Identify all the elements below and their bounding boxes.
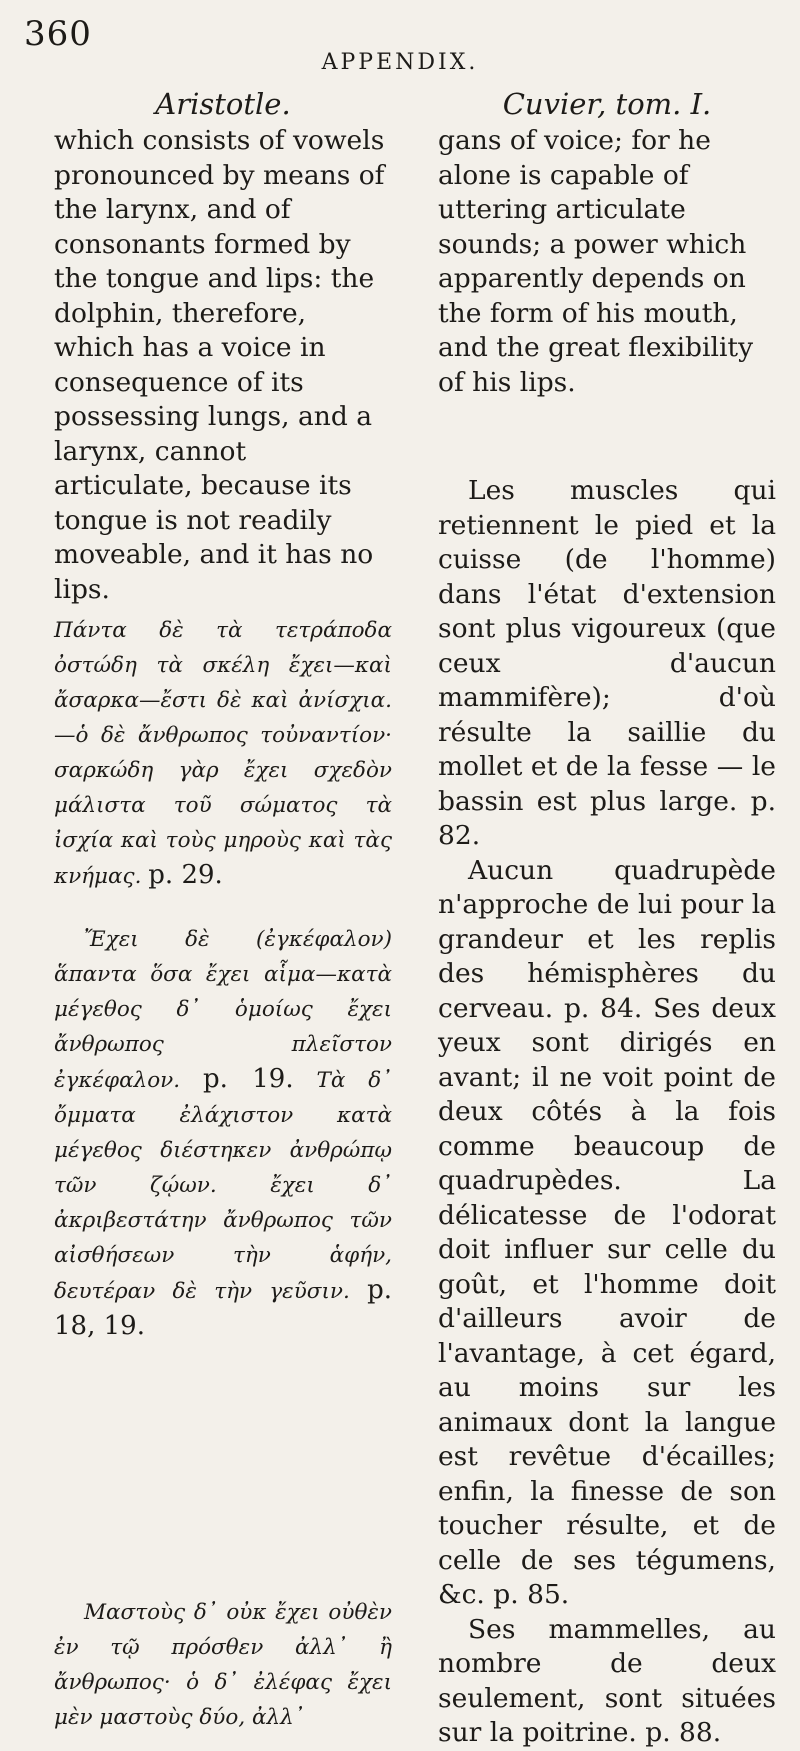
aristotle-english-passage: which consists of vowels pronounced by means of the larynx, and of consonants formed by the tongue and lips: the dolphin, therefore, which has a voice in consequence of its possessing lungs, and a larynx, cannot articulate, because its tongue is not readily moveable, and it has no lips. bbox=[54, 125, 385, 605]
left-column bbox=[54, 86, 392, 1735]
greek-passage-eyes-text: Τὰ δ᾽ ὄμματα ἐλάχιστον κατὰ μέγεθος διέστηκεν ἀνθρώπῳ τῶν ζῴων. ἔχει δ᾽ ἀκριβεστάτην ἄνθρωπος τῶν αἰσθήσεων τὴν ἁφήν, δευτέραν δὲ τὴν γεῦσιν. bbox=[54, 1068, 392, 1304]
greek-passage-legs bbox=[54, 613, 392, 894]
greek-passage-eyes-ref: p. 18, 19. bbox=[54, 1275, 392, 1341]
page-number: 360 bbox=[24, 14, 92, 54]
greek-passage-breasts: Μαστοὺς δ᾽ οὐκ ἔχει οὐθὲν ἐν τῷ πρόσθεν ἀλλ᾽ ἢ ἄνθρωπος· ὁ δ᾽ ἐλέφας ἔχει μὲν μαστοὺς δύο, ἀλλ᾽ bbox=[54, 1600, 392, 1730]
greek-passage-legs-text: Πάντα δὲ τὰ τετράποδα ὀστώδη τὰ σκέλη ἔχει—καὶ ἄσαρκα—ἔστι δὲ καὶ ἀνίσχια.—ὁ δὲ ἄνθρωπος τοὐναντίον· σαρκώδη γὰρ ἔχει σχεδὸν μάλιστα τοῦ σώματος τὰ ἰσχία καὶ τοὺς μηροὺς καὶ τὰς κνήμας. bbox=[54, 618, 392, 889]
french-passage-muscles: Les muscles qui retiennent le pied et la cuisse (de l'homme) dans l'état d'extension sont plus vigoureux (que ceux d'aucun mammifère); d'où résulte la saillie du mollet et de la fesse — le bassin est plus large. p. 82. bbox=[438, 475, 776, 851]
right-column bbox=[438, 86, 776, 1751]
french-passage-breasts: Ses mammelles, au nombre de deux seulement, sont situées sur la poitrine. p. 88. bbox=[438, 1613, 776, 1748]
greek-passage-legs-ref: p. 29. bbox=[148, 860, 223, 890]
right-column-heading: Cuvier, tom. I. bbox=[502, 87, 712, 121]
greek-passage-brain-text: Ἔχει δὲ (ἐγκέφαλον) ἅπαντα ὅσα ἔχει αἷμα—κατὰ μέγεθος δ᾽ ὁμοίως ἔχει ἄνθρωπος πλεῖστον ἐγκέφαλον. bbox=[54, 927, 392, 1093]
left-column-heading: Aristotle. bbox=[155, 87, 291, 121]
running-head: APPENDIX. bbox=[321, 50, 479, 75]
cuvier-english-passage: gans of voice; for he alone is capable of uttering articulate sounds; a power which apparently depends on the form of his mouth, and the great flexibility of his lips. bbox=[438, 125, 754, 398]
greek-passage-brain-ref: p. 19. bbox=[203, 1064, 294, 1094]
greek-passage-brain bbox=[54, 922, 392, 1345]
french-passage-brain: Aucun quadrupède n'approche de lui pour la grandeur et les replis des hémisphères du cerveau. p. 84. Ses deux yeux sont dirigés en avant; il ne voit point de deux côtés à la fois comme beaucoup de quadrupèdes. La délicatesse de l'odorat doit influer sur celle du goût, et l'homme doit d'ailleurs avoir de l'avantage, à cet égard, au moins sur les animaux dont la langue est revêtue d'écailles; enfin, la finesse de son toucher résulte, et de celle de ses tégumens, &c. p. 85. bbox=[438, 854, 776, 1610]
